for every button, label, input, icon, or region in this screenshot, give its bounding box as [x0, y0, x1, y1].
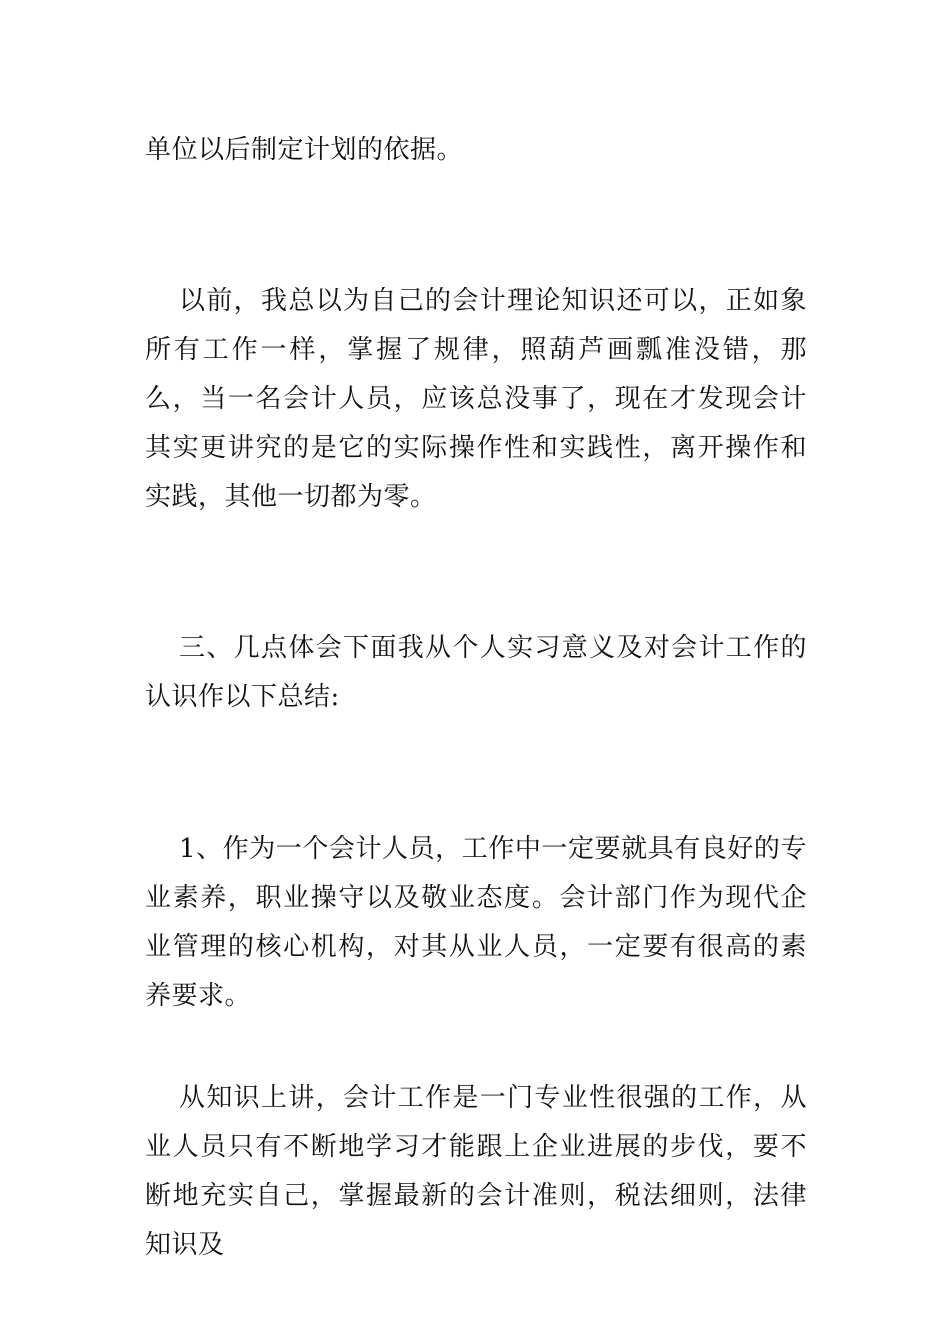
paragraph-point-one: 1、作为一个会计人员，工作中一定要就具有良好的专业素养，职业操守以及敬业态度。会计部门作为现代企业管理的核心机构，对其从业人员，一定要有很高的素养要求。 [145, 834, 807, 1011]
paragraph-continuation: 单位以后制定计划的依据。 [145, 135, 464, 165]
paragraph-section-three-heading: 三、几点体会下面我从个人实习意义及对会计工作的认识作以下总结: [145, 633, 807, 712]
paragraph-theory-practice: 以前，我总以为自己的会计理论知识还可以，正如象所有工作一样，掌握了规律，照葫芦画瓢准没错，那么，当一名会计人员，应该总没事了，现在才发现会计其实更讲究的是它的实际操作性和实践性，离开操作和实践，其他一切都为零。 [145, 286, 807, 512]
paragraph-knowledge: 从知识上讲，会计工作是一门专业性很强的工作，从业人员只有不断地学习才能跟上企业进展的步伐，要不断地充实自己，掌握最新的会计准则，税法细则，法律知识及 [145, 1083, 807, 1260]
